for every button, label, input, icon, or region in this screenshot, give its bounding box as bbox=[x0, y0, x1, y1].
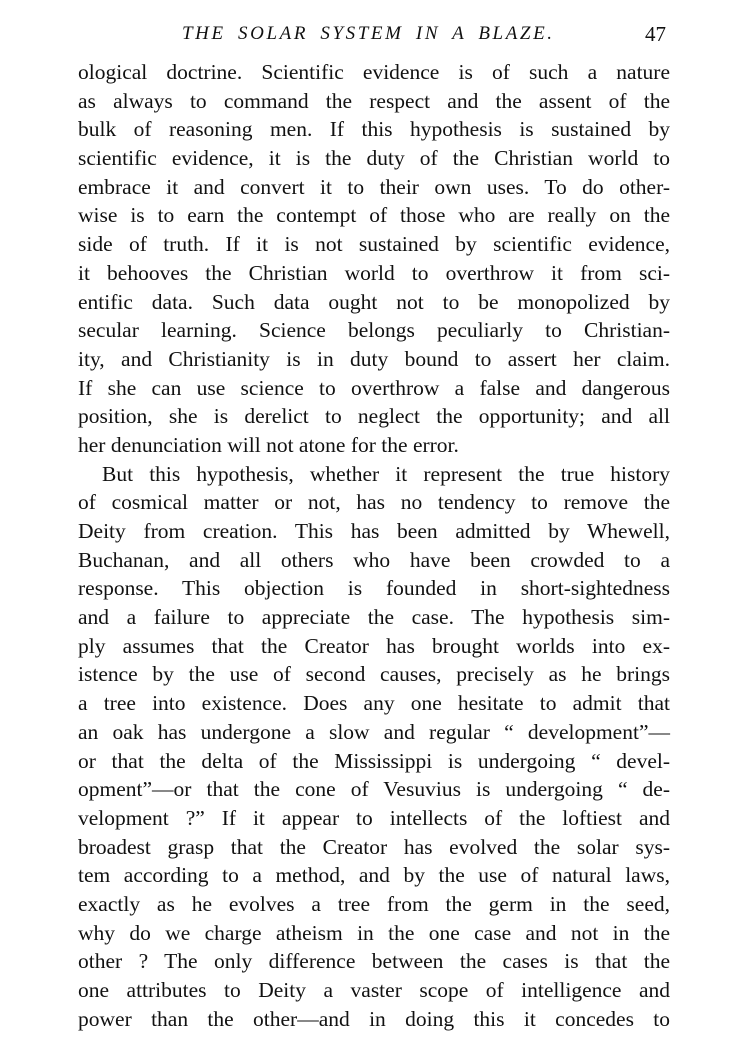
text-line: tem according to a method, and by the use of natural laws, bbox=[78, 863, 670, 888]
text-line: response. This objection is founded in short-sightedness bbox=[78, 576, 670, 601]
text-line: If she can use science to overthrow a false and dangerous bbox=[78, 375, 670, 400]
text-line: a tree into existence. Does any one hesitate to admit that bbox=[78, 691, 670, 716]
text-line: an oak has undergone a slow and regular “ development”— bbox=[78, 719, 670, 744]
body-text bbox=[78, 58, 670, 1033]
text-line: as always to command the respect and the assent of the bbox=[78, 88, 670, 113]
text-line: it behooves the Christian world to overthrow it from sci- bbox=[78, 260, 670, 285]
running-title: THE SOLAR SYSTEM IN A BLAZE. bbox=[182, 23, 555, 44]
text-line: ity, and Christianity is in duty bound to assert her claim. bbox=[78, 346, 670, 371]
text-line: ply assumes that the Creator has brought worlds into ex- bbox=[78, 633, 670, 658]
text-line: Buchanan, and all others who have been crowded to a bbox=[78, 547, 670, 572]
text-line: side of truth. If it is not sustained by scientific evidence, bbox=[78, 232, 670, 257]
text-line: her denunciation will not atone for the error. bbox=[78, 432, 459, 457]
text-line: and a failure to appreciate the case. The hypothesis sim- bbox=[78, 605, 670, 630]
paragraph-2 bbox=[78, 460, 670, 1034]
text-line: embrace it and convert it to their own uses. To do other- bbox=[78, 174, 670, 199]
text-line: secular learning. Science belongs peculiarly to Christian- bbox=[78, 318, 670, 343]
text-line: one attributes to Deity a vaster scope of intelligence and bbox=[78, 978, 670, 1002]
running-head bbox=[76, 20, 670, 48]
text-line: of cosmical matter or not, has no tendency to remove the bbox=[78, 490, 670, 515]
text-line: But this hypothesis, whether it represent the true history bbox=[102, 461, 670, 486]
text-line: other ? The only difference between the cases is that the bbox=[78, 949, 670, 974]
text-line: wise is to earn the contempt of those who are really on the bbox=[78, 203, 670, 228]
text-line: position, she is derelict to neglect the opportunity; and all bbox=[78, 404, 670, 429]
text-line: Deity from creation. This has been admitted by Whewell, bbox=[78, 519, 670, 543]
text-line: opment”—or that the cone of Vesuvius is undergoing “ de- bbox=[78, 777, 670, 802]
text-line: broadest grasp that the Creator has evolved the solar sys- bbox=[78, 834, 670, 859]
text-line: scientific evidence, it is the duty of the Christian world to bbox=[78, 146, 670, 171]
page-number: 47 bbox=[645, 22, 666, 46]
text-line: velopment ?” If it appear to intellects of the loftiest and bbox=[78, 805, 670, 830]
text-line: power than the other—and in doing this it concedes to bbox=[78, 1006, 670, 1031]
text-line: exactly as he evolves a tree from the germ in the seed, bbox=[78, 891, 670, 916]
text-line: ological doctrine. Scientific evidence is of such a nature bbox=[78, 60, 670, 84]
paragraph-1 bbox=[78, 58, 670, 460]
text-line: bulk of reasoning men. If this hypothesis is sustained by bbox=[78, 117, 670, 142]
text-line: why do we charge atheism in the one case and not in the bbox=[78, 920, 670, 945]
text-line: entific data. Such data ought not to be monopolized by bbox=[78, 289, 670, 314]
text-line: or that the delta of the Mississippi is undergoing “ devel- bbox=[78, 748, 670, 773]
text-line: istence by the use of second causes, precisely as he brings bbox=[78, 662, 670, 687]
